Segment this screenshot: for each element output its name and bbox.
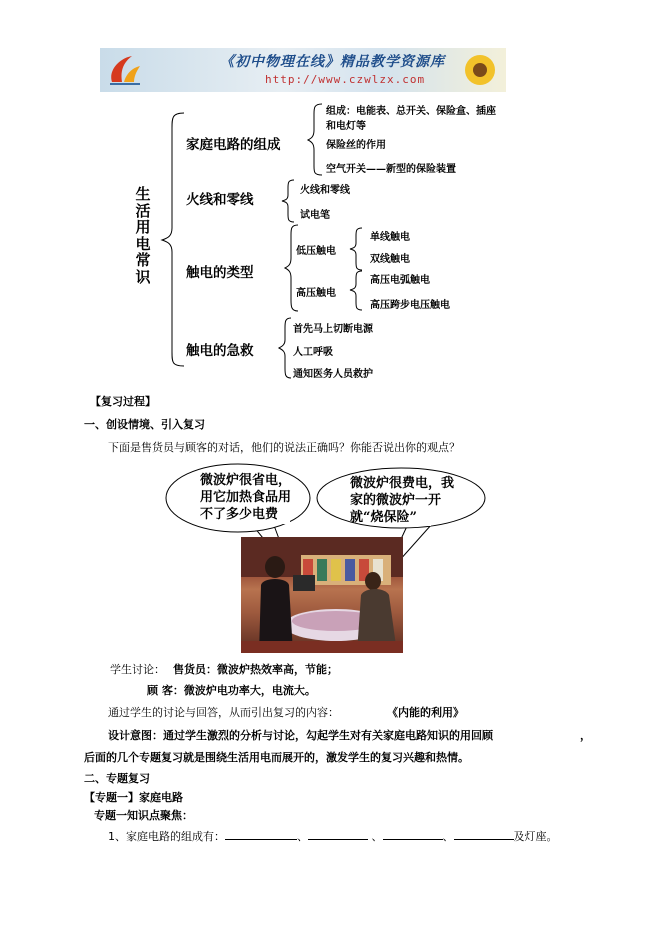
question-1-start: 1、家庭电路的组成有： xyxy=(108,830,225,843)
leaf-arc-shock: 高压电弧触电 xyxy=(370,275,430,286)
category-shock-types: 触电的类型 xyxy=(186,265,254,281)
blank-4[interactable] xyxy=(454,828,514,840)
review-process-heading: 【复习过程】 xyxy=(90,395,156,408)
banner-url[interactable]: http://www.czwlzx.com xyxy=(265,73,426,86)
lead-in-text: 通过学生的讨论与回答，从而引出复习的内容： xyxy=(108,706,339,719)
discussion-label: 学生讨论： xyxy=(110,663,165,676)
mindmap-root-title: 生活用电常识 xyxy=(135,185,151,286)
topic1-heading: 【专题一】家庭电路 xyxy=(84,791,183,804)
cat4-brace xyxy=(279,318,291,378)
section2-heading: 二、专题复习 xyxy=(84,772,150,785)
intro-question: 下面是售货员与顾客的对话，他们的说法正确吗？你能否说出你的观点？ xyxy=(108,441,460,454)
left-bubble-line1: 微波炉很省电， xyxy=(200,473,292,488)
question-1-end: 及灯座。 xyxy=(513,830,558,843)
design-intent-comma: ， xyxy=(580,729,591,742)
mindmap-braces xyxy=(0,0,661,400)
design-intent-line1: 设计意图：通过学生激烈的分析与讨论，勾起学生对有关家庭电路知识的用回顾 xyxy=(108,729,493,742)
leaf-call-medic: 通知医务人员救护 xyxy=(293,369,373,380)
section1-heading: 一、创设情境、引入复习 xyxy=(84,418,205,431)
leaf-cpr: 人工呼吸 xyxy=(293,347,333,358)
left-bubble-line3: 不了多少电费 xyxy=(200,507,279,522)
store-photo xyxy=(241,537,403,653)
cat1-brace xyxy=(308,104,322,175)
leaf-composition: 组成：电能表、总开关、保险盒、插座 xyxy=(326,106,496,117)
leaf-air-switch: 空气开关——新型的保险装置 xyxy=(326,164,456,175)
leaf-live-neutral: 火线和零线 xyxy=(300,185,350,196)
question-1-sep2: 、 xyxy=(371,830,383,843)
seller-statement: 售货员：微波炉热效率高，节能； xyxy=(173,663,338,676)
question-1-sep1: 、 xyxy=(297,830,308,843)
low-voltage-brace xyxy=(350,228,362,270)
customer-statement: 顾 客：微波炉电功率大，电流大。 xyxy=(147,684,316,697)
leaf-fuse-role: 保险丝的作用 xyxy=(326,140,386,151)
high-voltage-brace xyxy=(350,271,362,310)
group-high-voltage: 高压触电 xyxy=(296,288,336,299)
leaf-test-pen: 试电笔 xyxy=(300,210,330,221)
leaf-step-voltage: 高压跨步电压触电 xyxy=(370,300,450,311)
leaf-double-wire: 双线触电 xyxy=(370,254,410,265)
lead-in-topic: 《内能的利用》 xyxy=(387,706,464,719)
right-bubble-line1: 微波炉很费电，我 xyxy=(350,476,455,491)
category-first-aid: 触电的急救 xyxy=(186,343,254,359)
store-photo-illustration xyxy=(241,537,403,653)
leaf-cut-power: 首先马上切断电源 xyxy=(293,324,373,335)
leaf-single-wire: 单线触电 xyxy=(370,232,410,243)
category-live-neutral: 火线和零线 xyxy=(186,192,254,208)
right-bubble-line3: 就“烧保险” xyxy=(350,510,417,525)
blank-3[interactable] xyxy=(383,828,443,840)
root-brace xyxy=(162,113,184,366)
question-1-sep3: 、 xyxy=(442,830,454,843)
category-household-circuit: 家庭电路的组成 xyxy=(186,137,281,153)
leaf-composition-cont: 和电灯等 xyxy=(326,121,366,132)
right-bubble-line2: 家的微波炉一开 xyxy=(350,493,442,508)
design-intent-line2: 后面的几个专题复习就是围绕生活用电而展开的，激发学生的复习兴趣和热情。 xyxy=(84,751,469,764)
cat2-brace xyxy=(282,180,294,222)
group-low-voltage: 低压触电 xyxy=(296,246,336,257)
topic1-subheading: 专题一知识点聚焦： xyxy=(94,809,193,822)
question-1 xyxy=(108,828,558,844)
blank-1[interactable] xyxy=(225,828,297,840)
blank-2[interactable] xyxy=(308,828,368,840)
left-bubble-line2: 用它加热食品用 xyxy=(200,490,292,505)
banner-title: 《初中物理在线》精品教学资源库 xyxy=(220,54,445,70)
